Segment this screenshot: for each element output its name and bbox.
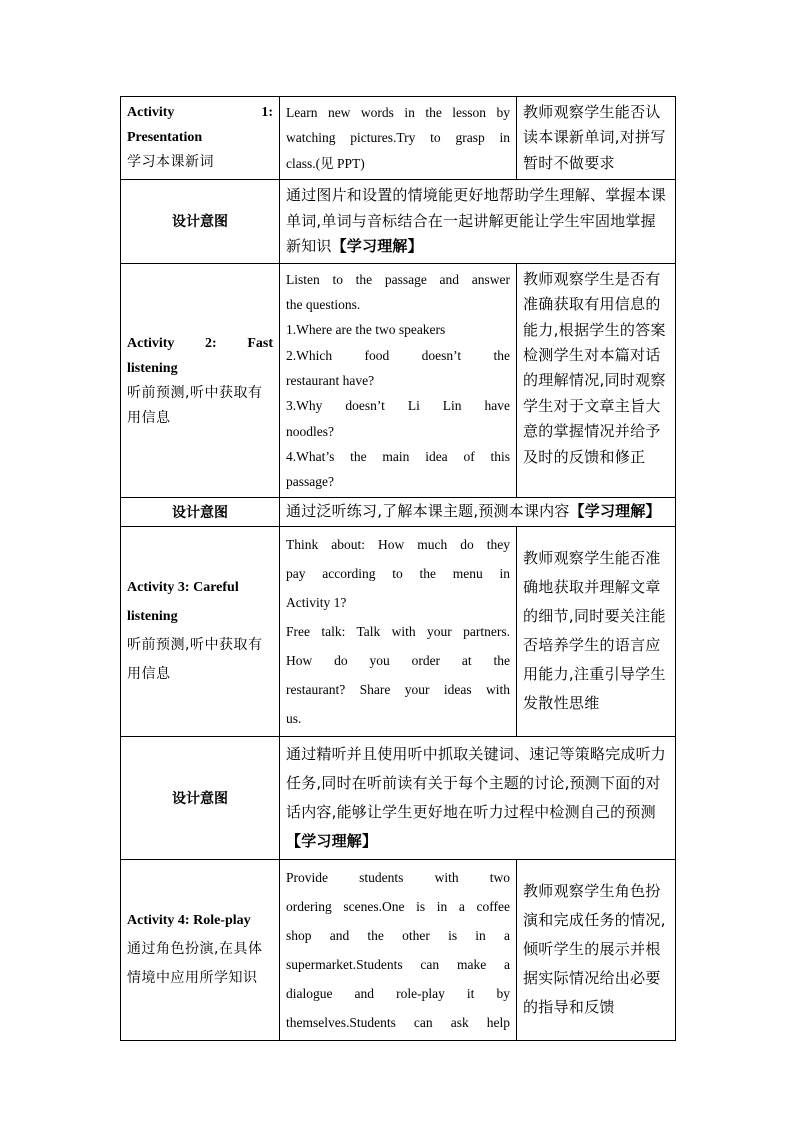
intent-label: 设计意图	[172, 790, 228, 807]
intent-label-cell	[121, 180, 280, 264]
activity-title: Activity 4: Role-play	[127, 913, 251, 929]
student-activity-text	[286, 267, 510, 495]
design-intent-row-3	[121, 736, 676, 859]
text-line: class.(见 PPT)	[286, 155, 365, 171]
activity-description: 学习本课新词	[127, 154, 214, 170]
text-line: 1.Where are the two speakers	[286, 322, 446, 338]
text-line: the questions.	[286, 297, 361, 313]
activity-title-part: Activity	[127, 105, 175, 120]
activity-title	[127, 100, 273, 125]
text-line: themselves.Students can ask help	[286, 1014, 510, 1030]
teacher-evaluation-cell	[517, 97, 676, 180]
design-intent-row-1	[121, 180, 676, 264]
text-line: restaurant have?	[286, 372, 375, 388]
student-activity-text	[286, 863, 510, 1037]
activity-title: Activity 3: Careful	[127, 580, 239, 596]
activity-row-4	[121, 859, 676, 1040]
text-line: Think about: How much do they	[286, 536, 510, 552]
teacher-evaluation-text: 教师观察学生是否有准确获取有用信息的能力,根据学生的答案检测学生对本篇对话的理解情况,同时观察学生对于文章主旨大意的掌握情况并给予及时的反馈和修正	[523, 269, 666, 466]
text-line: supermarket.Students can make a	[286, 956, 510, 972]
intent-text	[286, 740, 669, 856]
text-line: Provide students with two	[286, 869, 510, 885]
teacher-evaluation-text: 教师观察学生能否认读本课新单词,对拼写暂时不做要求	[523, 103, 666, 172]
text-line: 2.Which food doesn’t the	[286, 347, 510, 363]
intent-body: 通过泛听练习,了解本课主题,预测本课内容	[286, 502, 570, 521]
teacher-evaluation-text: 教师观察学生能否准确地获取并理解文章的细节,同时要关注能否培养学生的语言应用能力,注重引导学生发散性思维	[523, 549, 666, 713]
intent-label: 设计意图	[172, 214, 228, 231]
activity-row-1	[121, 97, 676, 180]
text-line: 4.What’s the main idea of this	[286, 448, 510, 464]
teacher-evaluation-cell	[517, 859, 676, 1040]
student-activity-cell	[280, 526, 517, 736]
intent-tag: 【学习理解】	[331, 237, 423, 256]
intent-body: 通过精听并且使用听中抓取关键词、速记等策略完成听力任务,同时在听前读有关于每个主题的讨论,预测下面的对话内容,能够让学生更好地在听力过程中检测自己的预测	[286, 744, 667, 821]
text-line: restaurant? Share your ideas with	[286, 681, 510, 697]
text-line: noodles?	[286, 423, 334, 439]
activity-row-2	[121, 263, 676, 498]
activity-title-part: Fast	[247, 335, 273, 351]
teacher-evaluation-cell	[517, 526, 676, 736]
text-line: passage?	[286, 474, 334, 490]
activity-row-3	[121, 526, 676, 736]
student-activity-cell	[280, 97, 517, 180]
activity-title-part: 2:	[205, 335, 217, 351]
text-line: How do you order at the	[286, 652, 510, 668]
text-line: us.	[286, 710, 302, 726]
text-line: Listen to the passage and answer	[286, 271, 510, 287]
activity-title-continued: listening	[127, 609, 178, 625]
text-line: Learn new words in the lesson by	[286, 105, 510, 120]
text-line: Free talk: Talk with your partners.	[286, 623, 510, 639]
intent-text-cell	[280, 736, 676, 859]
intent-label: 设计意图	[172, 505, 228, 522]
intent-tag: 【学习理解】	[569, 502, 661, 521]
intent-text-cell	[280, 498, 676, 527]
activity-description: 听前预测,听中获取有用信息	[127, 637, 263, 683]
text-line: ordering scenes.One is in a coffee	[286, 898, 510, 914]
activity-title-continued: Presentation	[127, 130, 203, 145]
student-activity-text	[286, 530, 510, 733]
activity-cell	[121, 859, 280, 1040]
intent-body: 通过图片和设置的情境能更好地帮助学生理解、掌握本课单词,单词与音标结合在一起讲解更能让学生牢固地掌握新知识	[286, 186, 667, 256]
design-intent-row-2	[121, 498, 676, 527]
student-activity-text	[286, 100, 510, 176]
student-activity-cell	[280, 263, 517, 498]
activity-cell	[121, 97, 280, 180]
text-line: watching pictures.Try to grasp in	[286, 130, 510, 146]
activity-description: 通过角色扮演,在具体情境中应用所学知识	[127, 941, 263, 987]
intent-text	[286, 183, 669, 260]
activity-cell	[121, 526, 280, 736]
activity-cell	[121, 263, 280, 498]
intent-label-cell	[121, 736, 280, 859]
teacher-evaluation-cell	[517, 263, 676, 498]
text-line: dialogue and role-play it by	[286, 985, 510, 1001]
intent-text	[286, 499, 669, 525]
intent-label-cell	[121, 498, 280, 527]
activity-description: 听前预测,听中获取有用信息	[127, 384, 263, 426]
text-line: Activity 1?	[286, 594, 347, 610]
teacher-evaluation-text: 教师观察学生角色扮演和完成任务的情况,倾听学生的展示并根据实际情况给出必要的指导和反馈	[523, 882, 666, 1017]
text-line: shop and the other is in a	[286, 927, 510, 943]
lesson-plan-table	[120, 96, 676, 1041]
intent-tag: 【学习理解】	[286, 831, 378, 850]
intent-text-cell	[280, 180, 676, 264]
activity-title-part: 1:	[261, 105, 273, 120]
activity-title-continued: listening	[127, 360, 178, 376]
activity-title	[127, 331, 273, 356]
text-line: pay according to the menu in	[286, 565, 510, 581]
student-activity-cell	[280, 859, 517, 1040]
activity-title-part: Activity	[127, 335, 175, 351]
text-line: 3.Why doesn’t Li Lin have	[286, 398, 510, 414]
